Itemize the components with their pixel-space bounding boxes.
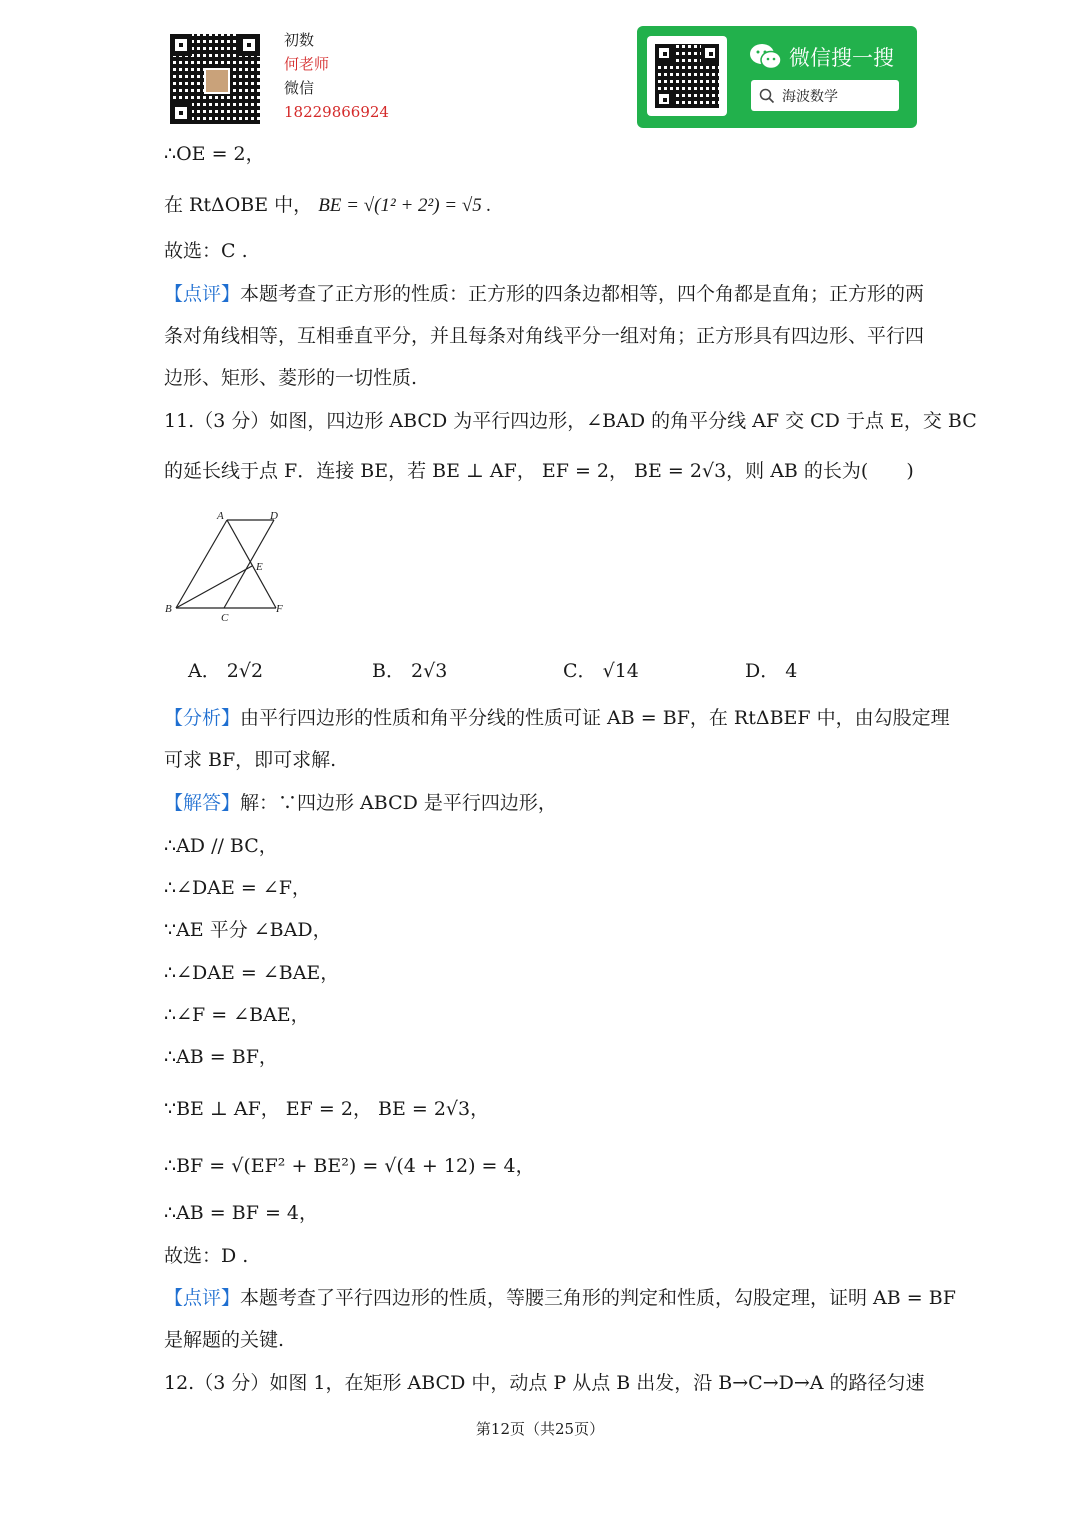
line-oe: ∴OE = 2， xyxy=(164,143,265,165)
option-a xyxy=(188,658,263,684)
comment2-line1 xyxy=(164,1285,956,1311)
option-b xyxy=(372,658,447,684)
teacher-qr-code xyxy=(170,34,260,124)
page-number: 第12页（共25页） xyxy=(475,1420,605,1438)
q12-line1: 12.（3 分）如图 1，在矩形 ABCD 中，动点 P 从点 B 出发，沿 B→C→D→A 的路径匀速 xyxy=(164,1372,925,1394)
contact-line1: 初数 xyxy=(284,31,315,49)
q11-line1: 11.（3 分）如图，四边形 ABCD 为平行四边形，∠BAD 的角平分线 AF 交 CD 于点 E，交 BC xyxy=(164,410,977,432)
wechat-qr-code xyxy=(647,36,727,116)
avatar xyxy=(204,68,230,94)
search-icon xyxy=(759,88,775,104)
segment-af xyxy=(227,520,276,608)
comment1-line3: 边形、矩形、菱形的一切性质. xyxy=(164,367,418,389)
step-8: ∴BF = √(EF² + BE²) = √(4 + 12) = 4， xyxy=(164,1155,535,1177)
comment2-text1: 本题考查了平行四边形的性质，等腰三角形的判定和性质，勾股定理，证明 AB = BF xyxy=(240,1287,956,1309)
wechat-search-query: 海波数学 xyxy=(782,89,838,105)
comment2-line2: 是解题的关键. xyxy=(164,1329,285,1351)
segment-ab xyxy=(176,520,227,608)
segment-dc xyxy=(224,520,274,608)
wechat-icon xyxy=(749,42,783,72)
solution-line xyxy=(164,790,557,816)
analysis-text1: 由平行四边形的性质和角平分线的性质可证 AB = BF，在 RtΔBEF 中，由勾股定理 xyxy=(240,707,950,729)
comment2-tag: 【点评】 xyxy=(164,1287,241,1309)
option-b-value: 2√3 xyxy=(411,660,448,682)
solution-tag: 【解答】 xyxy=(164,792,241,814)
option-d xyxy=(745,658,797,684)
wechat-search-title: 微信搜一搜 xyxy=(789,46,894,70)
option-d-label: D． xyxy=(745,660,780,682)
solution-text: 解：∵四边形 ABCD 是平行四边形， xyxy=(240,792,557,814)
label-e: E xyxy=(256,561,263,573)
label-c: C xyxy=(221,612,229,624)
comment1-text1: 本题考查了正方形的性质：正方形的四条边都相等，四个角都是直角；正方形的两 xyxy=(240,283,925,305)
comment1-tag: 【点评】 xyxy=(164,283,241,305)
label-f: F xyxy=(276,603,283,615)
line-choice-c: 故选：C . xyxy=(164,240,248,262)
wechat-search-card xyxy=(637,26,917,128)
step-10: 故选：D . xyxy=(164,1245,249,1267)
contact-name: 何老师 xyxy=(284,55,330,73)
option-c-label: C． xyxy=(563,660,597,682)
parallelogram-figure xyxy=(160,508,290,626)
label-a: A xyxy=(217,510,224,522)
option-b-label: B． xyxy=(372,660,405,682)
option-a-label: A． xyxy=(188,660,221,682)
option-a-value: 2√2 xyxy=(226,660,264,682)
comment1-line2: 条对角线相等，互相垂直平分，并且每条对角线平分一组对角；正方形具有四边形、平行四 xyxy=(164,325,925,347)
analysis-line2: 可求 BF，即可求解. xyxy=(164,749,337,771)
line-be-calc xyxy=(164,192,491,219)
contact-phone: 18229866924 xyxy=(284,103,389,121)
step-4: ∴∠DAE = ∠BAE， xyxy=(164,962,340,984)
label-d: D xyxy=(270,510,278,522)
analysis-line1 xyxy=(164,705,950,731)
step-2: ∴∠DAE = ∠F， xyxy=(164,877,311,899)
option-c-value: √14 xyxy=(602,660,639,682)
line-be-prefix: 在 RtΔOBE 中， xyxy=(164,194,313,216)
segment-be xyxy=(176,566,252,608)
step-1: ∴AD // BC， xyxy=(164,835,278,857)
option-d-value: 4 xyxy=(785,660,798,682)
step-3: ∵AE 平分 ∠BAD， xyxy=(164,919,332,941)
q11-line2: 的延长线于点 F．连接 BE，若 BE ⊥ AF， EF = 2， BE = 2√3，则 AB 的长为( ) xyxy=(164,460,914,482)
line-be-math: BE = √(1² + 2²) = √5 . xyxy=(318,195,492,216)
step-7: ∵BE ⊥ AF， EF = 2， BE = 2√3， xyxy=(164,1098,490,1120)
step-5: ∴∠F = ∠BAE， xyxy=(164,1004,310,1026)
step-9: ∴AB = BF = 4， xyxy=(164,1202,319,1224)
label-b: B xyxy=(165,603,172,615)
contact-line3: 微信 xyxy=(284,79,315,97)
option-c xyxy=(563,658,639,684)
analysis-tag: 【分析】 xyxy=(164,707,241,729)
step-6: ∴AB = BF， xyxy=(164,1046,278,1068)
comment1-line1 xyxy=(164,281,924,307)
wechat-search-box[interactable] xyxy=(751,80,899,111)
contact-block xyxy=(284,28,389,124)
